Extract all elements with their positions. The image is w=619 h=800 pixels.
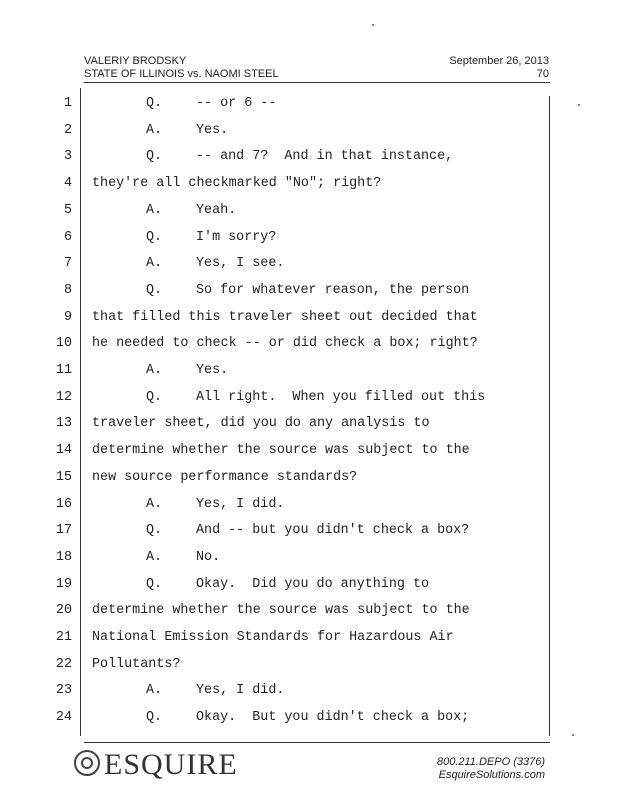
- line-text: [146, 683, 284, 698]
- testimony-text: Okay. But you didn't check a box;: [196, 710, 470, 726]
- line-number: 9: [63, 309, 72, 325]
- line-text: [146, 363, 228, 378]
- testimony-text: they're all checkmarked "No"; right?: [92, 176, 382, 192]
- speaker-label: Q.: [146, 523, 163, 539]
- line-number: 1: [63, 96, 72, 111]
- testimony-text: Yes.: [196, 122, 229, 138]
- line-number: 12: [55, 389, 72, 405]
- line-number: 11: [55, 363, 72, 378]
- line-text: [92, 470, 357, 485]
- line-number: 8: [63, 282, 72, 298]
- transcript-line: [40, 283, 560, 309]
- speaker-label: A.: [146, 549, 163, 565]
- witness-name: VALERIY BRODSKY: [84, 55, 187, 67]
- speaker-label: A.: [146, 683, 163, 699]
- transcript-line: [40, 657, 560, 683]
- speaker-label: A.: [146, 256, 163, 272]
- line-text: [92, 657, 180, 672]
- line-number: 13: [55, 416, 72, 432]
- testimony-text: -- or 6 --: [196, 96, 277, 111]
- line-number: 21: [55, 630, 72, 645]
- header-rule: [84, 82, 550, 83]
- speaker-label: A.: [146, 122, 163, 138]
- testimony-text: Yeah.: [196, 202, 237, 218]
- transcript-line: [40, 630, 560, 656]
- footer-rule: [84, 742, 550, 743]
- transcript-line: [40, 230, 560, 256]
- line-text: [92, 443, 470, 458]
- transcript-line: [40, 363, 560, 389]
- line-text: [146, 497, 284, 512]
- line-text: [92, 416, 430, 431]
- speaker-label: A.: [146, 363, 163, 378]
- esquire-logo-icon: [74, 750, 100, 776]
- esquire-wordmark: ESQUIRE: [104, 748, 238, 781]
- line-number: 7: [63, 256, 72, 272]
- transcript-line: [40, 416, 560, 442]
- deposition-date: September 26, 2013: [449, 55, 549, 67]
- line-text: [146, 283, 469, 298]
- transcript-line: [40, 96, 560, 122]
- transcript-line: [40, 310, 560, 336]
- testimony-text: Pollutants?: [92, 656, 181, 672]
- line-number: 16: [55, 496, 72, 512]
- footer-phone: 800.211.DEPO (3376): [436, 756, 545, 768]
- testimony-text: -- and 7? And in that instance,: [196, 149, 454, 165]
- testimony-text: Yes.: [196, 363, 229, 378]
- line-text: [146, 710, 469, 725]
- testimony-text: So for whatever reason, the person: [196, 282, 470, 298]
- line-number: 15: [55, 469, 72, 485]
- speaker-label: Q.: [146, 96, 163, 111]
- header-left: [84, 55, 279, 81]
- transcript-line: [40, 497, 560, 523]
- speaker-label: Q.: [146, 149, 163, 165]
- testimony-text: Okay. Did you do anything to: [196, 576, 430, 592]
- testimony-text: I'm sorry?: [196, 229, 277, 245]
- scan-speck: [572, 734, 574, 736]
- testimony-text: traveler sheet, did you do any analysis to: [92, 416, 430, 432]
- transcript-line: [40, 577, 560, 603]
- header-right: [449, 55, 549, 81]
- scan-speck: [372, 24, 374, 26]
- transcript-line: [40, 176, 560, 202]
- transcript-line: [40, 390, 560, 416]
- line-number: 6: [63, 229, 72, 245]
- transcript-line: [40, 123, 560, 149]
- line-number: 20: [55, 603, 72, 619]
- line-text: [146, 523, 469, 538]
- transcript-line: [40, 550, 560, 576]
- line-text: [92, 176, 381, 191]
- line-number: 14: [55, 443, 72, 459]
- testimony-text: And -- but you didn't check a box?: [196, 523, 470, 539]
- speaker-label: Q.: [146, 710, 163, 726]
- footer-website: EsquireSolutions.com: [438, 769, 545, 781]
- line-number: 4: [63, 176, 72, 192]
- transcript-line: [40, 443, 560, 469]
- transcript-line: [40, 149, 560, 175]
- line-text: [146, 149, 453, 164]
- line-number: 24: [55, 710, 72, 726]
- line-number: 22: [55, 656, 72, 672]
- line-text: [146, 550, 220, 565]
- testimony-text: determine whether the source was subject to the: [92, 443, 470, 459]
- testimony-text: Yes, I see.: [196, 256, 285, 272]
- testimony-text: Yes, I did.: [196, 683, 285, 699]
- transcript-line: [40, 470, 560, 496]
- esquire-logo: [74, 748, 238, 782]
- testimony-text: All right. When you filled out this: [196, 389, 486, 405]
- line-text: [146, 123, 228, 138]
- testimony-text: National Emission Standards for Hazardous Air: [92, 630, 454, 645]
- speaker-label: Q.: [146, 389, 163, 405]
- speaker-label: Q.: [146, 229, 163, 245]
- transcript-line: [40, 336, 560, 362]
- testimony-text: Yes, I did.: [196, 496, 285, 512]
- speaker-label: Q.: [146, 282, 163, 298]
- transcript-line: [40, 203, 560, 229]
- testimony-text: new source performance standards?: [92, 469, 358, 485]
- line-text: [92, 603, 470, 618]
- line-text: [92, 310, 478, 325]
- line-number: 2: [63, 122, 72, 138]
- transcript-line: [40, 683, 560, 709]
- page-number: 70: [536, 68, 549, 80]
- speaker-label: A.: [146, 496, 163, 512]
- line-text: [146, 256, 284, 271]
- testimony-text: that filled this traveler sheet out decided that: [92, 309, 478, 325]
- transcript-line: [40, 523, 560, 549]
- line-text: [146, 96, 276, 111]
- line-number: 19: [55, 576, 72, 592]
- line-number: 23: [55, 683, 72, 699]
- line-number: 3: [63, 149, 72, 165]
- line-text: [146, 230, 276, 245]
- transcript-line: [40, 256, 560, 282]
- line-text: [146, 577, 429, 592]
- line-number: 18: [55, 549, 72, 565]
- case-title: STATE OF ILLINOIS vs. NAOMI STEEL: [84, 68, 279, 80]
- testimony-text: determine whether the source was subject to the: [92, 603, 470, 619]
- line-number: 5: [63, 202, 72, 218]
- scan-speck: [578, 104, 580, 106]
- line-text: [92, 336, 478, 351]
- line-number: 17: [55, 523, 72, 539]
- speaker-label: A.: [146, 202, 163, 218]
- testimony-text: he needed to check -- or did check a box; right?: [92, 336, 478, 352]
- line-text: [92, 630, 454, 645]
- footer-contact: [437, 756, 545, 782]
- transcript-line: [40, 710, 560, 736]
- testimony-text: No.: [196, 549, 221, 565]
- transcript-line: [40, 603, 560, 629]
- line-text: [146, 390, 485, 405]
- line-text: [146, 203, 236, 218]
- speaker-label: Q.: [146, 576, 163, 592]
- line-number: 10: [55, 336, 72, 352]
